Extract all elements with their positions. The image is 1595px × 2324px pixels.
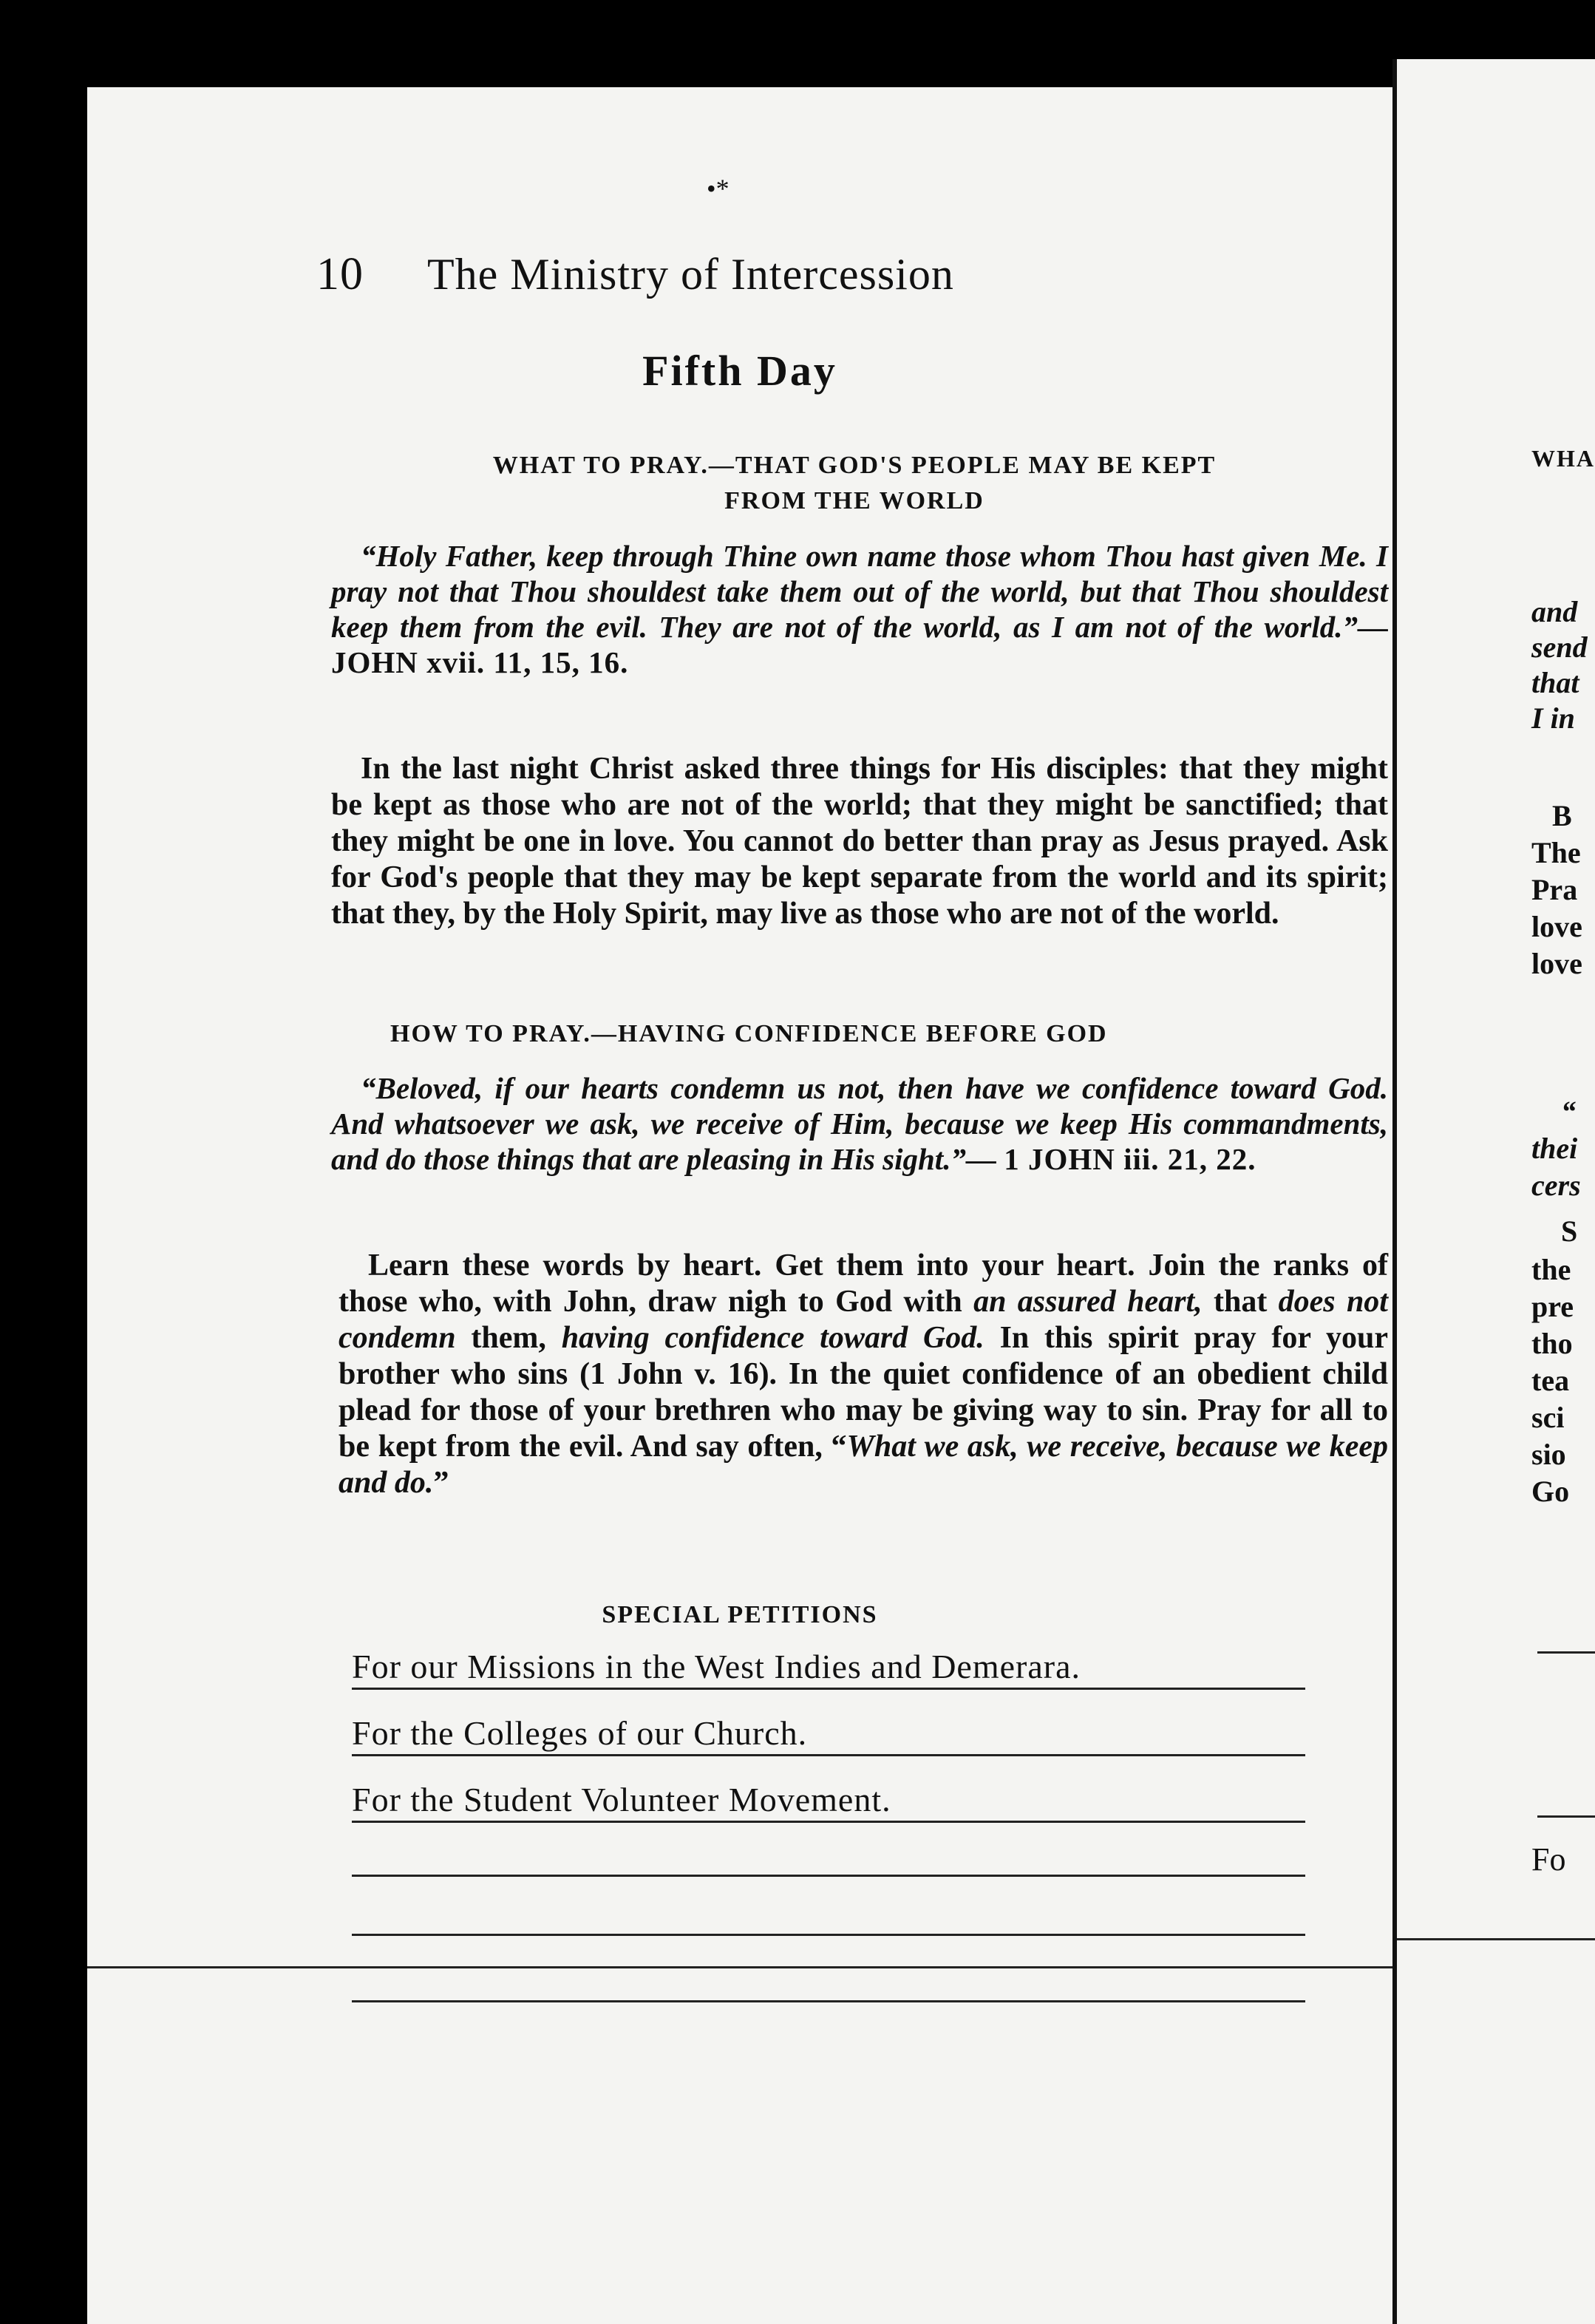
blank-petition-line	[352, 1875, 1305, 1877]
petition-item: For the Colleges of our Church.	[352, 1713, 1305, 1756]
right-fragment: love	[1531, 910, 1582, 943]
right-fragment: thei	[1531, 1132, 1578, 1165]
right-fragment: S	[1561, 1214, 1578, 1248]
section-title: Fifth Day	[642, 347, 837, 395]
petition-item: For our Missions in the West Indies and Demerara.	[352, 1647, 1305, 1690]
scripture-1-text: “Holy Father, keep through Thine own name those whom Thou hast given Me. I pray not that Thou shouldest take them out of the world, but that Thou shouldest keep them from the evil. They are not of the world, as I am not of the world.”—	[331, 539, 1388, 644]
scripture-quote-2	[331, 1070, 1388, 1177]
right-fragment: pre	[1531, 1290, 1574, 1323]
rule-line	[87, 1966, 1392, 1968]
right-fragment: tea	[1531, 1364, 1570, 1397]
blank-petition-line	[352, 2000, 1305, 2002]
scripture-2-text: “Beloved, if our hearts condemn us not, then have we confidence toward God. And whatsoever we ask, we receive of Him, because we keep His commandments, and do those things that are pleasing in His sight.”—	[331, 1071, 1388, 1176]
rule-line	[1537, 1815, 1595, 1818]
right-fragment: “	[1561, 1095, 1576, 1128]
paragraph-2-part1: Learn these words by heart. Get them into your heart. Join the ranks of those who, with John, draw nigh to God with	[339, 1248, 1388, 1319]
what-to-pray-heading	[322, 448, 1387, 519]
right-fragment: that	[1531, 666, 1579, 699]
paragraph-2	[339, 1248, 1388, 1501]
right-fragment: and	[1531, 595, 1578, 628]
paragraph-2-italic4: What we ask, we receive, because we keep and do.	[339, 1430, 1388, 1500]
paragraph-2-part5: ”	[433, 1466, 449, 1500]
right-fragment: Fo	[1531, 1841, 1566, 1878]
right-fragment: WHA	[1531, 445, 1595, 472]
special-petitions-heading: SPECIAL PETITIONS	[602, 1601, 878, 1628]
paragraph-2-italic2: does not condemn	[339, 1285, 1388, 1355]
paragraph-2-part4: In this spirit pray for your brother who sins (1 John v. 16). In the quiet confidence of an obedient child plead for those of your brethren who may be giving way to sin. Pray for all to be kept from the evil. And say often, “	[339, 1321, 1388, 1464]
running-head	[316, 248, 1277, 301]
rule-line	[1537, 1651, 1595, 1654]
right-fragment: love	[1531, 947, 1582, 980]
right-fragment: Go	[1531, 1475, 1570, 1508]
paragraph-2-part2: that	[1202, 1285, 1279, 1319]
printer-ornament: •*	[707, 174, 730, 203]
rule-line	[1397, 1938, 1595, 1940]
page-number: 10	[316, 249, 364, 299]
running-title: The Ministry of Intercession	[427, 250, 954, 299]
right-fragment: Pra	[1531, 873, 1578, 906]
scripture-2-reference: 1 JOHN iii. 21, 22.	[1004, 1142, 1256, 1176]
right-fragment: tho	[1531, 1327, 1573, 1360]
how-to-pray-heading: HOW TO PRAY.—HAVING CONFIDENCE BEFORE GOD	[390, 1020, 1108, 1047]
right-fragment: the	[1531, 1253, 1571, 1286]
right-fragment: send	[1531, 631, 1588, 664]
scripture-quote-1	[331, 538, 1388, 680]
right-page-edge	[1397, 59, 1595, 2324]
right-fragment: The	[1531, 836, 1581, 869]
petition-item: For the Student Volunteer Movement.	[352, 1780, 1305, 1823]
right-fragment: B	[1552, 799, 1572, 832]
right-fragment: sci	[1531, 1401, 1565, 1434]
blank-petition-line	[352, 1934, 1305, 1936]
what-to-pray-line2: FROM THE WORLD	[724, 487, 984, 514]
right-fragment: I in	[1531, 701, 1575, 735]
left-page	[87, 87, 1392, 2324]
right-fragment: sio	[1531, 1438, 1566, 1471]
paragraph-1: In the last night Christ asked three things for His disciples: that they might be kept as those who are not of the world; that they might be sanctified; that they might be one in love. You cannot do better than pray as Jesus prayed. Ask for God's people that they may be kept separate from the world and its spirit; that they, by the Holy Spirit, may live as those who are not of the world.	[331, 752, 1388, 931]
paragraph-2-italic1: an assured heart,	[973, 1285, 1203, 1319]
scripture-1-reference: JOHN xvii. 11, 15, 16.	[331, 645, 629, 679]
what-to-pray-line1: WHAT TO PRAY.—THAT GOD'S PEOPLE MAY BE KEPT	[492, 452, 1217, 479]
paragraph-2-part3: them,	[455, 1321, 562, 1355]
right-fragment: cers	[1531, 1169, 1581, 1202]
paragraph-2-italic3: having confidence toward God.	[561, 1321, 984, 1355]
